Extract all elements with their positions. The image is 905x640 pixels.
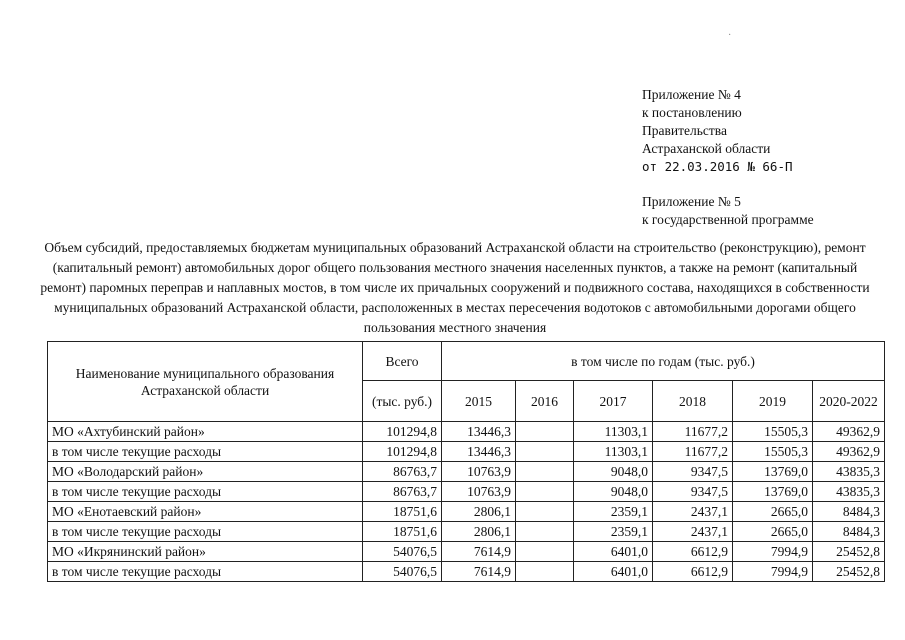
cell-2018: 2437,1 bbox=[653, 522, 733, 542]
cell-2017: 11303,1 bbox=[574, 422, 653, 442]
cell-total: 86763,7 bbox=[363, 482, 442, 502]
cell-total: 54076,5 bbox=[363, 562, 442, 582]
cell-2020-2022: 8484,3 bbox=[813, 502, 885, 522]
header-line: Приложение № 5 bbox=[642, 194, 741, 209]
col-header-year: 2018 bbox=[653, 381, 733, 422]
cell-2019: 7994,9 bbox=[733, 542, 813, 562]
cell-2020-2022: 25452,8 bbox=[813, 562, 885, 582]
document-title: Объем субсидий, предоставляемых бюджетам муниципальных образований Астраханской области на строительство (реконструкцию), ремонт (капитальный ремонт) автомобильных дорог общего пользования местного значения населенных пунктов, а также на ремонт (капитальный ремонт) паромных переправ и наплавных мостов, в том числе их причальных сооружений и подвижного состава, находящихся в собственности муниципальных образований Астраханской области, расположенных в местах пересечения водотоков с автомобильными дорогами общего пользования местного значения bbox=[40, 240, 870, 335]
cell-2019: 2665,0 bbox=[733, 502, 813, 522]
cell-2019: 13769,0 bbox=[733, 482, 813, 502]
header-line: Приложение № 4 bbox=[642, 87, 741, 102]
margin-mark: · bbox=[728, 30, 732, 41]
cell-total: 86763,7 bbox=[363, 462, 442, 482]
cell-total: 101294,8 bbox=[363, 422, 442, 442]
cell-2018: 11677,2 bbox=[653, 422, 733, 442]
col-header-years-group: в том числе по годам (тыс. руб.) bbox=[442, 342, 885, 381]
cell-2016 bbox=[516, 462, 574, 482]
cell-2017: 2359,1 bbox=[574, 522, 653, 542]
table-row bbox=[48, 482, 885, 502]
cell-2017: 9048,0 bbox=[574, 462, 653, 482]
row-name: в том числе текущие расходы bbox=[48, 442, 363, 462]
col-header-total-unit: (тыс. руб.) bbox=[363, 381, 442, 422]
cell-2018: 9347,5 bbox=[653, 462, 733, 482]
cell-2020-2022: 49362,9 bbox=[813, 422, 885, 442]
header-line: к постановлению bbox=[642, 105, 742, 120]
cell-2016 bbox=[516, 442, 574, 462]
cell-2019: 2665,0 bbox=[733, 522, 813, 542]
cell-2020-2022: 49362,9 bbox=[813, 442, 885, 462]
row-name: МО «Енотаевский район» bbox=[48, 502, 363, 522]
cell-2015: 7614,9 bbox=[442, 562, 516, 582]
col-header-name: Наименование муниципального образования Астраханской области bbox=[48, 342, 363, 422]
cell-2015: 10763,9 bbox=[442, 482, 516, 502]
cell-2019: 13769,0 bbox=[733, 462, 813, 482]
cell-total: 54076,5 bbox=[363, 542, 442, 562]
table-row bbox=[48, 462, 885, 482]
cell-2016 bbox=[516, 522, 574, 542]
cell-2017: 6401,0 bbox=[574, 542, 653, 562]
table-row bbox=[48, 522, 885, 542]
col-header-total: Всего bbox=[363, 342, 442, 381]
cell-2018: 6612,9 bbox=[653, 562, 733, 582]
cell-2015: 2806,1 bbox=[442, 522, 516, 542]
cell-total: 18751,6 bbox=[363, 502, 442, 522]
cell-2020-2022: 43835,3 bbox=[813, 482, 885, 502]
cell-2015: 7614,9 bbox=[442, 542, 516, 562]
appendix-header bbox=[642, 86, 814, 229]
cell-2019: 15505,3 bbox=[733, 442, 813, 462]
subsidy-table bbox=[47, 341, 885, 582]
table-row bbox=[48, 562, 885, 582]
cell-2018: 11677,2 bbox=[653, 442, 733, 462]
header-date-line: от 22.03.2016 № 66-П bbox=[642, 159, 793, 174]
row-name: в том числе текущие расходы bbox=[48, 522, 363, 542]
cell-total: 18751,6 bbox=[363, 522, 442, 542]
cell-2017: 2359,1 bbox=[574, 502, 653, 522]
cell-2016 bbox=[516, 562, 574, 582]
cell-2020-2022: 8484,3 bbox=[813, 522, 885, 542]
cell-2016 bbox=[516, 482, 574, 502]
row-name: в том числе текущие расходы bbox=[48, 562, 363, 582]
cell-2017: 11303,1 bbox=[574, 442, 653, 462]
col-header-year: 2017 bbox=[574, 381, 653, 422]
cell-2016 bbox=[516, 422, 574, 442]
cell-2019: 7994,9 bbox=[733, 562, 813, 582]
row-name: МО «Икрянинский район» bbox=[48, 542, 363, 562]
cell-2015: 13446,3 bbox=[442, 442, 516, 462]
cell-2020-2022: 43835,3 bbox=[813, 462, 885, 482]
col-header-year: 2015 bbox=[442, 381, 516, 422]
cell-2017: 9048,0 bbox=[574, 482, 653, 502]
table-row bbox=[48, 442, 885, 462]
table-row bbox=[48, 542, 885, 562]
table-row bbox=[48, 422, 885, 442]
cell-2015: 10763,9 bbox=[442, 462, 516, 482]
cell-2015: 13446,3 bbox=[442, 422, 516, 442]
header-line: Астраханской области bbox=[642, 141, 771, 156]
cell-total: 101294,8 bbox=[363, 442, 442, 462]
cell-2018: 6612,9 bbox=[653, 542, 733, 562]
cell-2020-2022: 25452,8 bbox=[813, 542, 885, 562]
col-header-year: 2019 bbox=[733, 381, 813, 422]
cell-2016 bbox=[516, 502, 574, 522]
cell-2016 bbox=[516, 542, 574, 562]
col-header-year: 2016 bbox=[516, 381, 574, 422]
cell-2018: 9347,5 bbox=[653, 482, 733, 502]
table-row bbox=[48, 502, 885, 522]
cell-2015: 2806,1 bbox=[442, 502, 516, 522]
col-header-year: 2020-2022 bbox=[813, 381, 885, 422]
row-name: МО «Володарский район» bbox=[48, 462, 363, 482]
header-line: к государственной программе bbox=[642, 212, 814, 227]
header-line: Правительства bbox=[642, 123, 727, 138]
cell-2017: 6401,0 bbox=[574, 562, 653, 582]
cell-2018: 2437,1 bbox=[653, 502, 733, 522]
cell-2019: 15505,3 bbox=[733, 422, 813, 442]
row-name: МО «Ахтубинский район» bbox=[48, 422, 363, 442]
row-name: в том числе текущие расходы bbox=[48, 482, 363, 502]
